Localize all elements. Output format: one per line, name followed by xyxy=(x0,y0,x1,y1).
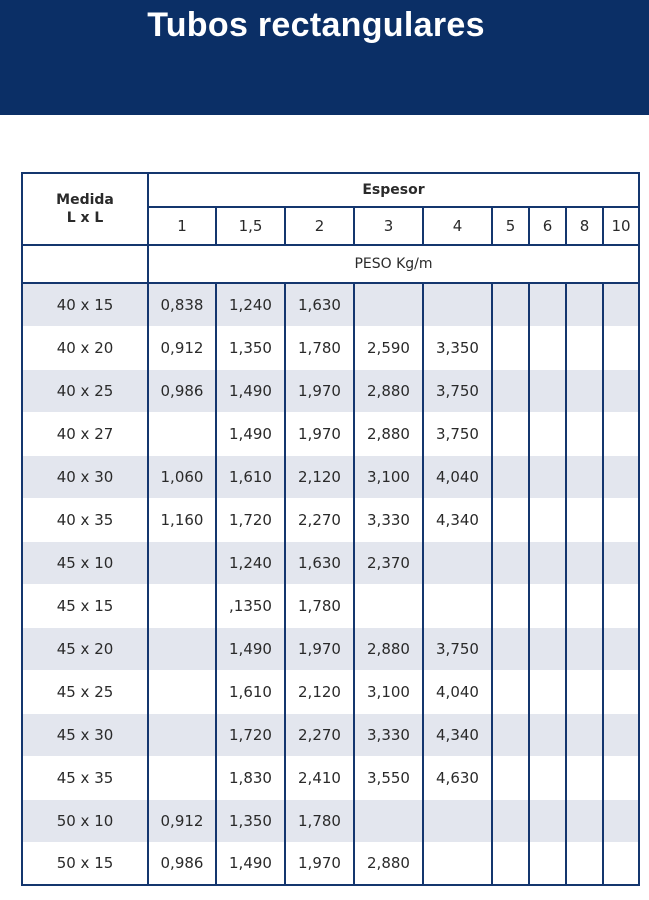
medida-cell: 40 x 15 xyxy=(22,283,148,326)
table-row xyxy=(22,498,639,541)
weight-cell xyxy=(603,670,639,713)
thickness-header-cell: 3 xyxy=(354,207,423,245)
weight-cell: 2,880 xyxy=(354,369,423,412)
weight-cell xyxy=(148,670,216,713)
weight-cell: 3,750 xyxy=(423,369,492,412)
weight-cell: 1,490 xyxy=(216,627,285,670)
table-row xyxy=(22,799,639,842)
table-row xyxy=(22,369,639,412)
weight-cell xyxy=(566,326,603,369)
weight-cell: 3,350 xyxy=(423,326,492,369)
weight-cell xyxy=(148,584,216,627)
weight-cell xyxy=(529,498,566,541)
weight-table xyxy=(21,172,640,886)
weight-cell: 1,720 xyxy=(216,713,285,756)
weight-cell xyxy=(566,799,603,842)
table-row xyxy=(22,670,639,713)
weight-cell: 4,630 xyxy=(423,756,492,799)
medida-cell: 50 x 15 xyxy=(22,842,148,885)
weight-cell: 0,912 xyxy=(148,799,216,842)
medida-header xyxy=(22,173,148,245)
medida-cell: 40 x 25 xyxy=(22,369,148,412)
weight-cell xyxy=(566,369,603,412)
weight-cell: 4,340 xyxy=(423,713,492,756)
weight-cell xyxy=(492,756,529,799)
weight-cell xyxy=(354,283,423,326)
weight-cell: 1,490 xyxy=(216,842,285,885)
table-row xyxy=(22,756,639,799)
table-row xyxy=(22,283,639,326)
weight-cell: 0,838 xyxy=(148,283,216,326)
weight-cell xyxy=(529,541,566,584)
weight-cell xyxy=(529,713,566,756)
weight-cell xyxy=(566,498,603,541)
thickness-header-cell: 2 xyxy=(285,207,354,245)
weight-cell xyxy=(492,326,529,369)
weight-cell: 2,370 xyxy=(354,541,423,584)
weight-cell xyxy=(566,584,603,627)
weight-cell: 1,630 xyxy=(285,541,354,584)
thickness-header-cell: 6 xyxy=(529,207,566,245)
weight-cell: 2,120 xyxy=(285,670,354,713)
weight-cell xyxy=(566,670,603,713)
weight-cell: 2,270 xyxy=(285,498,354,541)
weight-cell xyxy=(423,584,492,627)
medida-cell: 45 x 15 xyxy=(22,584,148,627)
weight-cell: 3,750 xyxy=(423,412,492,455)
thickness-header-cell: 8 xyxy=(566,207,603,245)
weight-cell: 4,040 xyxy=(423,670,492,713)
weight-cell xyxy=(603,326,639,369)
weight-cell xyxy=(603,627,639,670)
weight-cell xyxy=(492,541,529,584)
weight-cell: 1,350 xyxy=(216,326,285,369)
table-row xyxy=(22,627,639,670)
weight-cell xyxy=(148,756,216,799)
weight-cell: 1,780 xyxy=(285,326,354,369)
weight-cell xyxy=(566,412,603,455)
weight-cell xyxy=(492,498,529,541)
weight-cell: 0,986 xyxy=(148,369,216,412)
weight-cell: 0,986 xyxy=(148,842,216,885)
weight-cell xyxy=(529,326,566,369)
weight-cell: 4,340 xyxy=(423,498,492,541)
weight-cell xyxy=(603,756,639,799)
weight-cell: 1,780 xyxy=(285,584,354,627)
weight-cell: 1,240 xyxy=(216,283,285,326)
thickness-header-cell: 10 xyxy=(603,207,639,245)
weight-cell xyxy=(529,584,566,627)
weight-cell: 2,410 xyxy=(285,756,354,799)
weight-cell: 1,970 xyxy=(285,369,354,412)
weight-cell xyxy=(566,842,603,885)
thickness-header-cell: 1 xyxy=(148,207,216,245)
weight-cell xyxy=(566,713,603,756)
weight-cell xyxy=(492,842,529,885)
weight-cell xyxy=(566,627,603,670)
weight-cell xyxy=(529,627,566,670)
weight-cell xyxy=(566,541,603,584)
weight-cell: 2,880 xyxy=(354,412,423,455)
weight-cell: 1,060 xyxy=(148,455,216,498)
weight-cell xyxy=(529,670,566,713)
weight-cell: 1,630 xyxy=(285,283,354,326)
weight-cell xyxy=(566,756,603,799)
weight-cell xyxy=(492,799,529,842)
weight-cell: 1,610 xyxy=(216,455,285,498)
table-row xyxy=(22,455,639,498)
weight-cell xyxy=(603,498,639,541)
table-row xyxy=(22,584,639,627)
weight-cell: 3,750 xyxy=(423,627,492,670)
table-body xyxy=(22,283,639,885)
weight-cell xyxy=(603,283,639,326)
weight-cell xyxy=(492,627,529,670)
weight-cell xyxy=(148,541,216,584)
medida-label: Medida xyxy=(56,192,114,208)
medida-cell: 45 x 20 xyxy=(22,627,148,670)
weight-cell xyxy=(603,842,639,885)
thickness-header-cell: 4 xyxy=(423,207,492,245)
title-banner xyxy=(0,0,649,115)
weight-cell: 1,490 xyxy=(216,369,285,412)
weight-cell xyxy=(423,541,492,584)
weight-cell xyxy=(529,756,566,799)
weight-cell: 3,100 xyxy=(354,455,423,498)
weight-cell: 3,330 xyxy=(354,498,423,541)
weight-cell xyxy=(529,283,566,326)
thickness-header-cell: 5 xyxy=(492,207,529,245)
weight-cell: ,1350 xyxy=(216,584,285,627)
weight-cell xyxy=(492,670,529,713)
weight-cell: 1,970 xyxy=(285,627,354,670)
table-row xyxy=(22,326,639,369)
weight-cell xyxy=(603,412,639,455)
weight-cell xyxy=(492,455,529,498)
weight-cell xyxy=(566,283,603,326)
weight-cell xyxy=(423,283,492,326)
espesor-header: Espesor xyxy=(148,173,639,207)
weight-cell xyxy=(603,584,639,627)
weight-cell xyxy=(492,584,529,627)
page-title: Tubos rectangulares xyxy=(147,6,485,44)
table-row xyxy=(22,842,639,885)
medida-sublabel: L x L xyxy=(66,210,104,226)
weight-cell: 1,780 xyxy=(285,799,354,842)
weight-cell: 0,912 xyxy=(148,326,216,369)
weight-cell xyxy=(566,455,603,498)
medida-cell: 45 x 25 xyxy=(22,670,148,713)
weight-cell xyxy=(423,799,492,842)
weight-cell: 1,350 xyxy=(216,799,285,842)
weight-cell xyxy=(354,584,423,627)
weight-cell: 4,040 xyxy=(423,455,492,498)
weight-cell xyxy=(148,627,216,670)
weight-cell: 1,490 xyxy=(216,412,285,455)
weight-cell xyxy=(492,713,529,756)
weight-cell xyxy=(603,541,639,584)
weight-cell: 3,550 xyxy=(354,756,423,799)
weight-cell xyxy=(603,713,639,756)
weight-cell xyxy=(603,455,639,498)
weight-cell: 2,880 xyxy=(354,842,423,885)
weight-cell: 2,120 xyxy=(285,455,354,498)
weight-cell xyxy=(148,412,216,455)
weight-cell: 1,610 xyxy=(216,670,285,713)
weight-cell: 1,160 xyxy=(148,498,216,541)
weight-cell: 1,970 xyxy=(285,412,354,455)
table-row xyxy=(22,713,639,756)
weight-cell: 1,240 xyxy=(216,541,285,584)
medida-cell: 50 x 10 xyxy=(22,799,148,842)
medida-cell: 45 x 30 xyxy=(22,713,148,756)
weight-cell xyxy=(492,283,529,326)
peso-corner-cell xyxy=(22,245,148,283)
weight-cell xyxy=(492,369,529,412)
weight-cell xyxy=(603,369,639,412)
weight-cell xyxy=(529,455,566,498)
weight-cell xyxy=(529,412,566,455)
medida-cell: 40 x 20 xyxy=(22,326,148,369)
weight-cell: 2,590 xyxy=(354,326,423,369)
weight-cell xyxy=(423,842,492,885)
weight-cell: 3,100 xyxy=(354,670,423,713)
medida-cell: 45 x 10 xyxy=(22,541,148,584)
table-row xyxy=(22,412,639,455)
weight-cell xyxy=(354,799,423,842)
medida-cell: 40 x 35 xyxy=(22,498,148,541)
weight-cell xyxy=(492,412,529,455)
weight-cell: 1,970 xyxy=(285,842,354,885)
weight-cell xyxy=(148,713,216,756)
table-row xyxy=(22,541,639,584)
weight-cell xyxy=(603,799,639,842)
weight-cell: 2,270 xyxy=(285,713,354,756)
weight-cell xyxy=(529,799,566,842)
medida-cell: 40 x 27 xyxy=(22,412,148,455)
peso-header: PESO Kg/m xyxy=(148,245,639,283)
weight-cell xyxy=(529,842,566,885)
weight-cell: 3,330 xyxy=(354,713,423,756)
medida-cell: 40 x 30 xyxy=(22,455,148,498)
weight-cell: 2,880 xyxy=(354,627,423,670)
weight-cell xyxy=(529,369,566,412)
thickness-header-cell: 1,5 xyxy=(216,207,285,245)
weight-cell: 1,720 xyxy=(216,498,285,541)
medida-cell: 45 x 35 xyxy=(22,756,148,799)
weight-cell: 1,830 xyxy=(216,756,285,799)
